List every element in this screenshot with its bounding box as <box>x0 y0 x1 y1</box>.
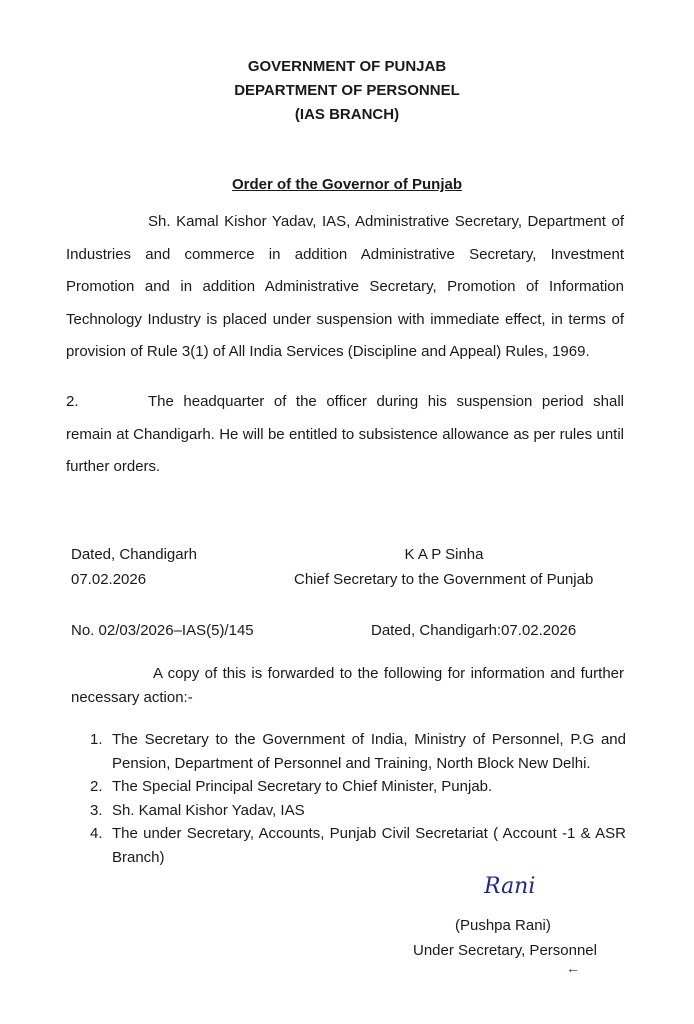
dated-date: 07.02.2026 <box>71 571 147 588</box>
recipient-item: 4. The under Secretary, Accounts, Punjab Civil Secretariat ( Account -1 & ASR Branch) <box>90 825 626 866</box>
recipient-item: 1. The Secretary to the Government of India, Ministry of Personnel, P.G and Pension, Department of Personnel and Training, North Block New Delhi. <box>90 731 626 772</box>
paragraph-2-text: The headquarter of the officer during his suspension period shall remain at Chandigarh. He will be entitled to subsistence allowance as per rules until further orders. <box>66 393 624 475</box>
forward-intro-text: A copy of this is forwarded to the following for information and further necessary action:- <box>71 665 624 706</box>
paragraph-2-number: 2. <box>66 393 79 410</box>
order-title: Order of the Governor of Punjab <box>231 176 463 193</box>
paragraph-1 <box>66 206 624 369</box>
recipient-list <box>90 728 626 869</box>
paragraph-1-text: Sh. Kamal Kishor Yadav, IAS, Administrative Secretary, Department of Industries and commerce in addition Administrative Secretary, Investment Promotion and in addition Administrative Secretary, Promotion of Information Technology Industry is placed under suspension with immediate effect, in terms of provision of Rule 3(1) of All India Services (Discipline and Appeal) Rules, 1969. <box>66 213 624 360</box>
paragraph-2 <box>66 386 624 484</box>
header-branch: (IAS BRANCH) <box>294 106 400 123</box>
chief-secretary-designation: Chief Secretary to the Government of Punjab <box>294 571 594 588</box>
under-secretary-name: (Pushpa Rani) <box>455 917 551 934</box>
forward-intro <box>71 662 624 710</box>
chief-secretary-name: K A P Sinha <box>404 546 484 563</box>
recipient-item: 3. Sh. Kamal Kishor Yadav, IAS <box>90 801 305 819</box>
handwritten-signature: Rani <box>484 874 536 899</box>
initial-mark-icon: ← <box>566 960 580 976</box>
recipient-item: 2. The Special Principal Secretary to Chief Minister, Punjab. <box>90 778 493 795</box>
header-government: GOVERNMENT OF PUNJAB <box>247 58 447 75</box>
header-department: DEPARTMENT OF PERSONNEL <box>234 82 460 99</box>
under-secretary-designation: Under Secretary, Personnel <box>413 942 597 959</box>
reference-dated: Dated, Chandigarh:07.02.2026 <box>371 622 577 639</box>
reference-number: No. 02/03/2026–IAS(5)/145 <box>71 622 254 639</box>
dated-place: Dated, Chandigarh <box>71 546 197 563</box>
